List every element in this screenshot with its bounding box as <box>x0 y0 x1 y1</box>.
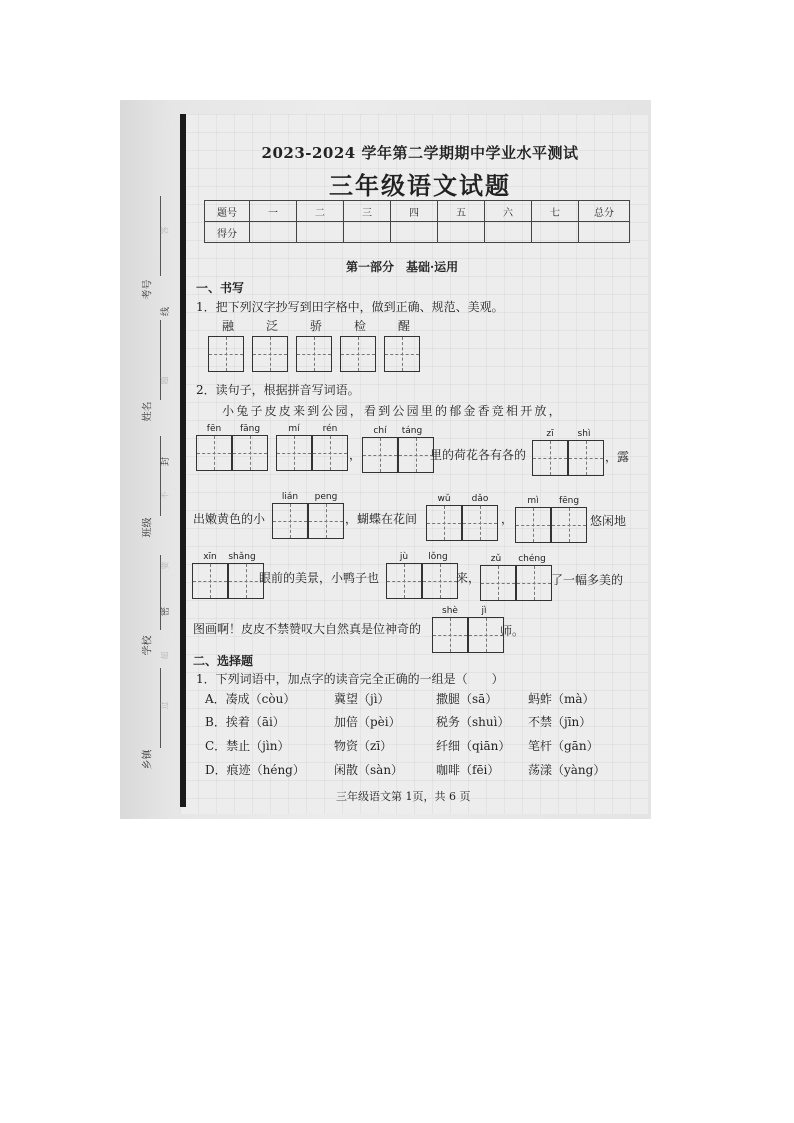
choice-word: 咖啡（fēi） <box>436 763 500 777</box>
margin-line <box>160 196 161 276</box>
q1-instruction: 1．把下列汉字抄写到田字格中，做到正确、规范、美观。 <box>196 300 504 314</box>
score-entry[interactable] <box>391 222 438 243</box>
choice-word: 笔杆（gān） <box>528 739 599 753</box>
writing-grid[interactable] <box>362 437 398 473</box>
score-entry[interactable] <box>579 222 630 243</box>
writing-grid[interactable] <box>296 336 332 372</box>
margin-faint-text: 过 <box>160 701 170 710</box>
pinyin-label: chéng <box>518 554 546 564</box>
pinyin-label: rén <box>322 424 338 434</box>
choice-option-b[interactable]: B．挨着（āi） <box>205 715 285 729</box>
writing-grid[interactable] <box>532 440 568 476</box>
sentence-text: 师。 <box>500 624 525 638</box>
score-cell: 五 <box>438 201 485 222</box>
sentence-text: 图画啊！皮皮不禁赞叹大自然真是位神奇的 <box>193 622 422 636</box>
pinyin-label: mí <box>288 424 300 434</box>
pinyin-label: shì <box>577 429 591 439</box>
score-entry[interactable] <box>532 222 579 243</box>
pinyin-label: peng <box>314 492 338 502</box>
score-cell: 总分 <box>579 201 630 222</box>
pinyin-label: xīn <box>203 552 217 562</box>
sentence-text: 眼前的美景，小鸭子也 <box>259 571 380 585</box>
pinyin-label: fēng <box>558 496 580 506</box>
margin-mark-seal: 封 <box>161 456 172 467</box>
pinyin-label: fāng <box>239 424 261 434</box>
margin-field-exam-number: 考号 <box>142 279 154 300</box>
margin-faint-text: 题 <box>160 376 170 385</box>
choice-word: 闲散（sàn） <box>334 763 404 777</box>
score-table <box>204 200 630 243</box>
writing-grid[interactable] <box>568 440 604 476</box>
copy-char: 检 <box>354 319 367 333</box>
margin-faint-text: 答 <box>160 226 170 235</box>
exam-title-main: 三年级语文试题 <box>329 172 511 200</box>
margin-field-township: 乡镇 <box>142 749 154 770</box>
pinyin-label: mì <box>527 496 539 506</box>
writing-grid[interactable] <box>480 565 516 601</box>
writing-grid[interactable] <box>252 336 288 372</box>
pinyin-label: jù <box>399 552 409 562</box>
writing-grid[interactable] <box>551 507 587 543</box>
score-entry[interactable] <box>438 222 485 243</box>
writing-grid[interactable] <box>384 336 420 372</box>
margin-faint-text: 不 <box>160 491 170 500</box>
writing-grid[interactable] <box>308 503 344 539</box>
copy-char: 骄 <box>310 319 323 333</box>
choice-word: 加倍（pèi） <box>334 715 401 729</box>
score-entry[interactable] <box>297 222 344 243</box>
margin-field-name: 姓名 <box>142 401 154 422</box>
sentence-text: 悠闲地 <box>590 514 627 528</box>
choice-word: 不禁（jīn） <box>528 715 592 729</box>
sentence-text: ， <box>349 448 362 462</box>
pinyin-grid-zishi[interactable] <box>532 440 604 476</box>
section2-heading: 二、选择题 <box>193 654 254 668</box>
pinyin-grid-sheji[interactable] <box>432 617 504 653</box>
score-cell: 四 <box>391 201 438 222</box>
margin-mark-line: 线 <box>161 306 172 317</box>
pinyin-grid-chitang[interactable] <box>362 437 434 473</box>
pinyin-grid-julong[interactable] <box>386 563 458 599</box>
pinyin-label: lián <box>281 492 299 502</box>
sentence-text: ，蝴蝶在花间 <box>345 512 418 526</box>
sentence-text: 出嫩黄色的小 <box>193 512 266 526</box>
copy-char: 融 <box>222 319 235 333</box>
pinyin-label: wǔ <box>437 494 451 504</box>
sentence-text: 了一幅多美的 <box>551 573 624 587</box>
score-cell: 得分 <box>205 222 250 243</box>
score-cell: 三 <box>344 201 391 222</box>
margin-field-class: 班级 <box>142 517 154 538</box>
margin-faint-text: 超 <box>160 651 170 660</box>
page-footer: 三年级语文第 1页，共 6 页 <box>336 790 471 803</box>
s2-q1-instruction: 1．下列词语中，加点字的读音完全正确的一组是（ ） <box>196 672 504 686</box>
pinyin-grid-mifeng[interactable] <box>515 507 587 543</box>
pinyin-label: zī <box>546 429 554 439</box>
writing-grid[interactable] <box>196 435 232 471</box>
choice-word: 税务（shuì） <box>436 715 510 729</box>
choice-option-c[interactable]: C．禁止（jìn） <box>205 739 290 753</box>
pinyin-grid-zucheng[interactable] <box>480 565 552 601</box>
binding-bar <box>180 114 186 807</box>
margin-mark-secret: 密 <box>161 606 172 617</box>
q2-instruction: 2．读句子，根据拼音写词语。 <box>196 383 360 397</box>
pinyin-grid-miren[interactable] <box>276 435 348 471</box>
pinyin-grid-fenfang[interactable] <box>196 435 268 471</box>
margin-faint-text: 要 <box>160 561 170 570</box>
writing-grid[interactable] <box>516 565 552 601</box>
writing-grid[interactable] <box>432 617 468 653</box>
score-entry[interactable] <box>344 222 391 243</box>
writing-grid[interactable] <box>398 437 434 473</box>
writing-grid[interactable] <box>462 505 498 541</box>
pinyin-label: dǎo <box>471 494 489 504</box>
choice-word: 纤细（qiān） <box>436 739 511 753</box>
sentence-text: 里的荷花各有各的 <box>430 448 527 462</box>
pinyin-label: shè <box>442 606 458 616</box>
writing-grid[interactable] <box>192 563 228 599</box>
score-table-score-row <box>205 222 630 243</box>
score-cell: 六 <box>485 201 532 222</box>
sentence-text: ，露 <box>605 450 630 464</box>
writing-grid[interactable] <box>232 435 268 471</box>
copy-char: 泛 <box>266 319 279 333</box>
margin-line <box>160 320 161 400</box>
writing-grid[interactable] <box>426 505 462 541</box>
writing-grid[interactable] <box>386 563 422 599</box>
pinyin-label: lǒng <box>428 552 448 562</box>
score-table-header-row <box>205 201 630 222</box>
pinyin-label: jì <box>481 606 487 616</box>
score-cell: 一 <box>250 201 297 222</box>
choice-option-a[interactable]: A．凑成（còu） <box>205 692 296 706</box>
writing-grid[interactable] <box>312 435 348 471</box>
writing-grid[interactable] <box>468 617 504 653</box>
sentence-text: ， <box>501 512 514 526</box>
copy-char: 醒 <box>398 319 411 333</box>
exam-title-line1: 2023-2024 学年第二学期期中学业水平测试 <box>261 144 579 162</box>
choice-word: 冀望（jì） <box>334 692 390 706</box>
margin-field-school: 学校 <box>142 635 154 656</box>
score-entry[interactable] <box>250 222 297 243</box>
writing-grid[interactable] <box>340 336 376 372</box>
sentence-text: 来， <box>456 571 481 585</box>
pinyin-label: fēn <box>206 424 222 434</box>
pinyin-label: táng <box>401 426 423 436</box>
score-entry[interactable] <box>485 222 532 243</box>
pinyin-label: shǎng <box>228 552 256 562</box>
part-heading: 第一部分 基础·运用 <box>346 260 459 274</box>
choice-option-d[interactable]: D．痕迹（héng） <box>205 763 305 777</box>
score-cell: 七 <box>532 201 579 222</box>
choice-word: 蚂蚱（mà） <box>528 692 595 706</box>
pinyin-grid-xinshang[interactable] <box>192 563 264 599</box>
writing-grid[interactable] <box>272 503 308 539</box>
section1-heading: 一、书写 <box>196 281 245 295</box>
pinyin-label: chí <box>373 426 387 436</box>
margin-line <box>160 436 161 516</box>
writing-grid[interactable] <box>208 336 244 372</box>
writing-grid[interactable] <box>276 435 312 471</box>
pinyin-label: zǔ <box>490 554 502 564</box>
choice-word: 荡漾（yàng） <box>528 763 606 777</box>
choice-word: 撒腿（sā） <box>436 692 498 706</box>
score-cell: 二 <box>297 201 344 222</box>
pinyin-grid-lianpeng[interactable] <box>272 503 344 539</box>
score-cell: 题号 <box>205 201 250 222</box>
writing-grid[interactable] <box>515 507 551 543</box>
writing-grid[interactable] <box>422 563 458 599</box>
choice-word: 物资（zī） <box>334 739 393 753</box>
pinyin-grid-wudao[interactable] <box>426 505 498 541</box>
q2-sentence: 小兔子皮皮来到公园，看到公园里的郁金香竞相开放， <box>222 404 563 418</box>
